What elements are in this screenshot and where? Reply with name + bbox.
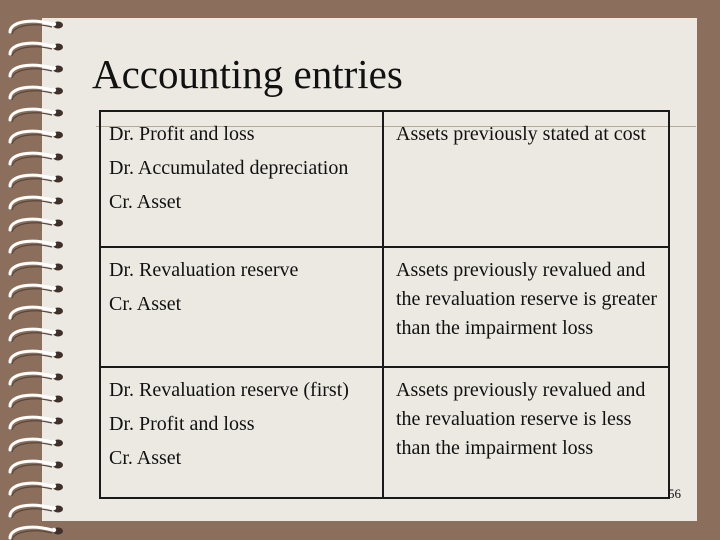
binding-ring-shadow	[12, 531, 52, 540]
entry-line: Dr. Revaluation reserve (first)	[109, 379, 349, 401]
binding-ring	[10, 483, 52, 494]
binding-ring-tip	[52, 286, 56, 290]
binding-ring-shadow	[12, 355, 52, 364]
binding-ring	[10, 329, 52, 340]
binding-ring-shadow	[12, 333, 52, 342]
binding-ring	[10, 197, 52, 208]
binding-ring-shadow	[12, 421, 52, 430]
binding-ring-shadow	[12, 91, 52, 100]
entry-line: Dr. Accumulated depreciation	[109, 157, 349, 179]
binding-ring-tip	[52, 418, 56, 422]
page-number: 56	[668, 486, 681, 501]
binding-ring-shadow	[12, 25, 52, 34]
accounting-entries-table	[99, 110, 670, 499]
binding-ring	[10, 373, 52, 384]
binding-ring-tip	[52, 462, 56, 466]
entries-cell	[100, 367, 383, 498]
binding-ring	[10, 263, 52, 274]
binding-ring	[10, 43, 52, 54]
binding-ring-tip	[52, 330, 56, 334]
binding-ring	[10, 527, 52, 538]
binding-ring-tip	[52, 374, 56, 378]
binding-ring-shadow	[12, 157, 52, 166]
binding-ring	[10, 417, 52, 428]
binding-ring	[10, 153, 52, 164]
binding-ring-shadow	[12, 113, 52, 122]
entry-line: Cr. Asset	[109, 293, 182, 315]
binding-ring	[10, 87, 52, 98]
binding-ring-tip	[52, 484, 56, 488]
binding-ring-shadow	[12, 487, 52, 496]
binding-ring	[10, 307, 52, 318]
binding-ring	[10, 65, 52, 76]
binding-ring-tip	[52, 440, 56, 444]
binding-ring-tip	[52, 352, 56, 356]
entry-line: Dr. Profit and loss	[109, 413, 255, 435]
condition-cell: Assets previously stated at cost	[383, 111, 669, 247]
condition-cell: Assets previously revalued and the revaluation reserve is less than the impairment loss	[383, 367, 669, 498]
binding-ring-tip	[52, 44, 56, 48]
binding-ring-shadow	[12, 289, 52, 298]
binding-ring-shadow	[12, 179, 52, 188]
binding-ring-shadow	[12, 377, 52, 386]
binding-ring-shadow	[12, 47, 52, 56]
entry-line: Cr. Asset	[109, 447, 182, 469]
binding-ring-shadow	[12, 311, 52, 320]
binding-ring	[10, 109, 52, 120]
binding-ring-tip	[52, 264, 56, 268]
entry-line: Dr. Revaluation reserve	[109, 259, 299, 281]
binding-ring-tip	[52, 88, 56, 92]
binding-ring	[10, 175, 52, 186]
binding-ring-tip	[52, 396, 56, 400]
binding-ring-tip	[52, 132, 56, 136]
binding-ring	[10, 505, 52, 516]
binding-ring-shadow	[12, 69, 52, 78]
entry-line: Cr. Asset	[109, 191, 182, 213]
binding-ring	[10, 439, 52, 450]
binding-ring-tip	[52, 506, 56, 510]
binding-ring-tip	[52, 198, 56, 202]
entry-line: Dr. Profit and loss	[109, 123, 255, 145]
binding-ring	[10, 21, 52, 32]
binding-ring-shadow	[12, 465, 52, 474]
binding-ring	[10, 351, 52, 362]
binding-ring-shadow	[12, 135, 52, 144]
table-row	[100, 111, 669, 247]
binding-ring-tip	[52, 176, 56, 180]
binding-ring-tip	[52, 242, 56, 246]
binding-ring-tip	[52, 528, 56, 532]
table-row	[100, 247, 669, 367]
binding-ring-tip	[52, 308, 56, 312]
entries-cell	[100, 247, 383, 367]
binding-ring-tip	[52, 220, 56, 224]
table-row	[100, 367, 669, 498]
binding-ring-tip	[52, 66, 56, 70]
binding-ring	[10, 131, 52, 142]
binding-ring-shadow	[12, 399, 52, 408]
binding-ring	[10, 219, 52, 230]
binding-ring	[10, 241, 52, 252]
binding-ring-tip	[52, 110, 56, 114]
binding-ring-shadow	[12, 509, 52, 518]
spiral-binding-icon	[0, 0, 90, 540]
binding-ring-shadow	[12, 267, 52, 276]
binding-ring	[10, 461, 52, 472]
slide-title: Accounting entries	[92, 51, 403, 97]
binding-ring-shadow	[12, 201, 52, 210]
entries-cell	[100, 111, 383, 247]
binding-ring	[10, 285, 52, 296]
binding-ring-tip	[52, 154, 56, 158]
binding-ring-tip	[52, 22, 56, 26]
binding-ring-shadow	[12, 223, 52, 232]
binding-ring	[10, 395, 52, 406]
binding-ring-shadow	[12, 443, 52, 452]
binding-ring-shadow	[12, 245, 52, 254]
condition-cell: Assets previously revalued and the revaluation reserve is greater than the impairment loss	[383, 247, 669, 367]
